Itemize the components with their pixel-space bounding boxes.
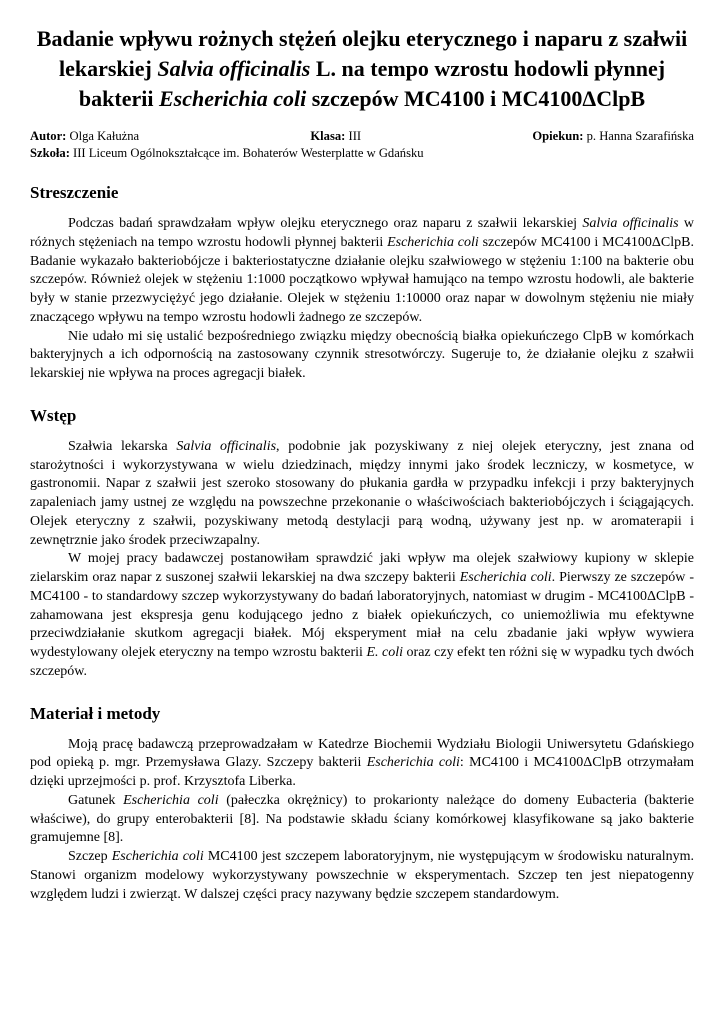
section-abstract — [30, 183, 694, 384]
section-materials-methods — [30, 704, 694, 905]
section-heading-materials-methods: Materiał i metody — [30, 703, 161, 723]
school-field — [30, 146, 424, 160]
abstract-paragraph-1: Podczas badań sprawdzałam wpływ olejku eterycznego oraz naparu z szałwii lekarskiej Salvia officinalis w różnych stężeniach na tempo wzrostu hodowli płynnej bakterii Escherichia coli szczepów MC4100 i MC4100ΔClpB. Badanie wykazało bakteriobójcze i bakteriostatyczne działanie olejku szałwiowego w stężeniu 1:100 na bakterie obu szczepów. Również olejek w stężeniu 1:1000 początkowo wpływał hamująco na tempo wzrostu hodowli, ale bakterie były w stanie przezwyciężyć jego działanie. Olejek w stężeniu 1:10000 oraz napar w dowolnym stężeniu nie miały znaczącego wpływu na tempo wzrostu hodowli żadnego ze szczepów. — [30, 216, 694, 325]
meta-block — [30, 128, 694, 161]
author-value: Olga Kałużna — [66, 129, 140, 144]
supervisor-value: p. Hanna Szarafińska — [583, 129, 694, 144]
section-heading-abstract: Streszczenie — [30, 183, 119, 203]
class-value: III — [345, 129, 362, 144]
introduction-paragraph-2: W mojej pracy badawczej postanowiłam sprawdzić jaki wpływ ma olejek szałwiowy kupiony w sklepie zielarskim oraz napar z suszonej szałwii lekarskiej na dwa szczepy bakterii Escherichia coli. Pierwszy ze szczepów - MC4100 - to standardowy szczep wykorzystywany do badań laboratoryjnych, natomiast w drugim - MC4100ΔClpB - zahamowana jest ekspresja genu kodującego jedno z białek opiekuńczych, co uniemożliwia mu efektywne przeciwdziałanie skutkom agregacji białek. Mój eksperyment miał na celu zbadanie jaki wpływ wywiera wydestylowany olejek eteryczny na tempo wzrostu bakterii E. coli oraz czy efekt ten różni się w wypadku tych dwóch szczepów. — [30, 551, 695, 679]
author-field — [30, 128, 139, 144]
meta-line-2 — [30, 145, 694, 161]
methods-paragraph-2: Gatunek Escherichia coli (pałeczka okrężnicy) to prokarionty należące do domeny Eubacteria (bakterie właściwe), do grupy enterobakterii [8]. Na podstawie składu ściany komórkowej klasyfikowane są jako bakterie gramujemne [8]. — [30, 792, 694, 846]
supervisor-field — [532, 128, 694, 144]
author-label: Autor: — [30, 129, 67, 144]
supervisor-label: Opiekun: — [532, 129, 584, 144]
school-value: III Liceum Ogólnokształcące im. Bohaterów Westerplatte w Gdańsku — [69, 145, 424, 160]
methods-paragraph-1: Moją pracę badawczą przeprowadzałam w Katedrze Biochemii Wydziału Biologii Uniwersytetu Gdańskiego pod opieką p. mgr. Przemysława Glazy. Szczepy bakterii Escherichia coli: MC4100 i MC4100ΔClpB otrzymałam dzięki uprzejmości p. prof. Krzysztofa Liberka. — [30, 736, 694, 790]
paper-title: Badanie wpływu rożnych stężeń olejku eterycznego i naparu z szałwii lekarskiej Salvia officinalis L. na tempo wzrostu hodowli płynnej bakterii Escherichia coli szczepów MC4100 i MC4100ΔClpB — [36, 26, 688, 112]
section-heading-introduction: Wstęp — [30, 405, 77, 425]
class-field — [310, 128, 361, 144]
introduction-paragraph-1: Szałwia lekarska Salvia officinalis, podobnie jak pozyskiwany z niej olejek eteryczny, jest znana od starożytności i wykorzystywana w wielu dziedzinach, między innymi jako środek leczniczy, w kosmetyce, w gastronomii. Napar z szałwii jest szeroko stosowany do płukania gardła w przypadku infekcji i przy bakteryjnych zapaleniach jamy ustnej ze względu na powszechne przekonanie o właściwościach bakteriobójczych i ściągających. Olejek eteryczny z szałwii, pozyskiwany metodą destylacji parą wodną, używany jest np. w aromaterapii i zewnętrznie jako środek przeciwzapalny. — [30, 438, 694, 548]
section-introduction — [30, 406, 694, 682]
meta-line-1 — [30, 128, 694, 144]
methods-paragraph-3: Szczep Escherichia coli MC4100 jest szczepem laboratoryjnym, nie występującym w środowisku naturalnym. Stanowi organizm modelowy wykorzystywany powszechnie w eksperymentach. Szczep ten jest niepatogenny względem ludzi i zwierząt. W dalszej części pracy nazywany będzie szczepem standardowym. — [30, 849, 694, 902]
abstract-paragraph-2: Nie udało mi się ustalić bezpośredniego związku między obecnością białka opiekuńczego ClpB w komórkach bakteryjnych a ich odpornością na zastosowany czynnik stresotwórczy. Sugeruje to, że działanie olejku z szałwii lekarskiej nie wpływa na proces agregacji białek. — [30, 328, 694, 382]
school-label: Szkoła: — [30, 145, 70, 160]
class-label: Klasa: — [310, 129, 346, 144]
